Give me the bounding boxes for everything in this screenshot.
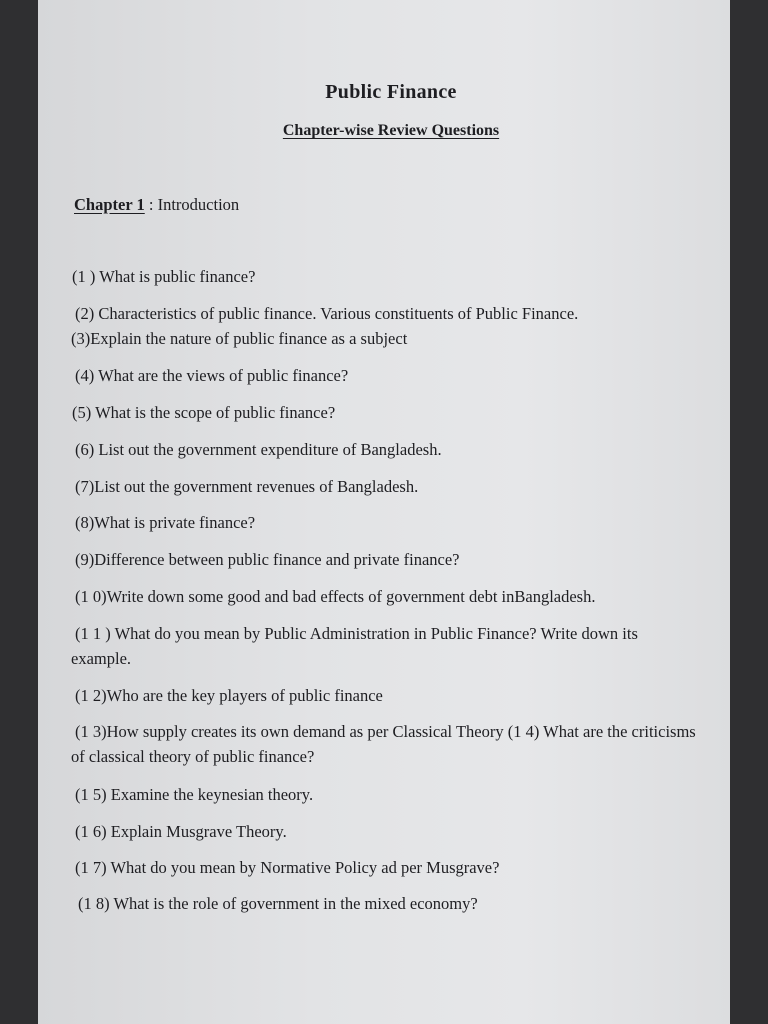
question-2: (2) Characteristics of public finance. Various constituents of Public Finance. [75,304,579,323]
question-11: (1 1 ) What do you mean by Public Administration in Public Finance? Write down its example. [71,624,638,668]
chapter-name: Introduction [157,195,240,214]
question-18: (1 8) What is the role of government in the mixed economy? [78,894,478,913]
question-5: (5) What is the scope of public finance? [72,403,336,422]
document-subtitle [38,122,730,140]
document-page [38,0,730,1024]
question-16: (1 6) Explain Musgrave Theory. [75,822,287,841]
chapter-heading [74,195,239,215]
document-title: Public Finance [325,81,457,103]
question-1: (1 ) What is public finance? [72,267,256,286]
chapter-separator: : [144,195,158,214]
subtitle-text: Chapter-wise Review Questions [282,122,500,139]
question-17: (1 7) What do you mean by Normative Policy ad per Musgrave? [75,858,500,877]
question-12: (1 2)Who are the key players of public finance [75,686,383,705]
question-4: (4) What are the views of public finance? [75,366,349,385]
question-9: (9)Difference between public finance and private finance? [75,550,460,569]
question-8: (8)What is private finance? [75,513,256,532]
question-13: (1 3)How supply creates its own demand as per Classical Theory (1 4) What are the criticisms of classical theory of public finance? [71,722,696,766]
question-10: (1 0)Write down some good and bad effects of government debt inBangladesh. [75,587,596,606]
question-3: (3)Explain the nature of public finance as a subject [71,329,408,348]
question-6: (6) List out the government expenditure of Bangladesh. [75,440,442,459]
question-15: (1 5) Examine the keynesian theory. [75,785,314,804]
chapter-label: Chapter 1 [74,195,145,214]
question-7: (7)List out the government revenues of Bangladesh. [75,477,419,496]
